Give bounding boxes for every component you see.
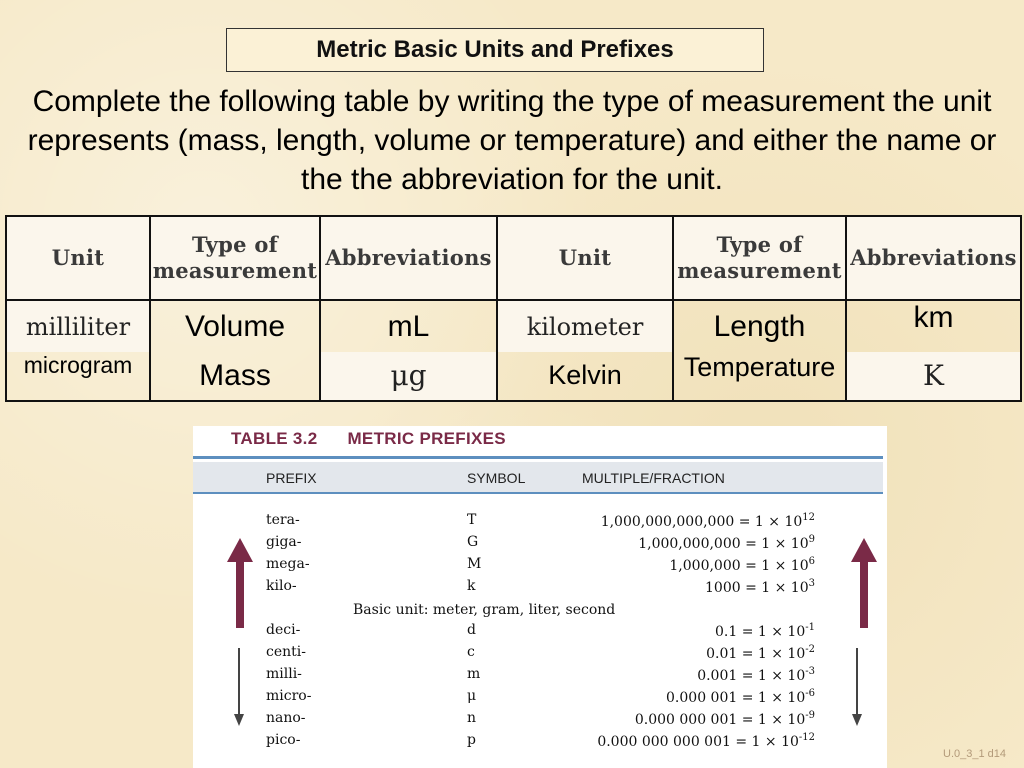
prefix-exponent: -9	[805, 710, 815, 721]
prefix-row	[193, 686, 883, 709]
prefix-name: centi-	[266, 644, 306, 660]
prefix-name: kilo-	[266, 578, 297, 594]
prefix-value-base: 0.1 = 1 × 10	[715, 624, 806, 640]
up-arrow-icon	[225, 538, 255, 628]
table-row	[6, 352, 1021, 401]
prefix-value	[635, 710, 815, 728]
prefix-exponent: -12	[798, 732, 815, 743]
prefix-value-base: 1,000,000,000 = 1 × 10	[638, 536, 809, 552]
column-header-multiple: MULTIPLE/FRACTION	[582, 470, 725, 486]
column-header-prefix: PREFIX	[266, 470, 317, 486]
divider	[193, 492, 883, 494]
header-cell: Unit	[6, 216, 150, 300]
prefix-name: mega-	[266, 556, 310, 572]
prefix-symbol: c	[467, 644, 475, 660]
metric-prefixes-table	[193, 426, 887, 768]
prefix-row	[193, 510, 883, 533]
abbreviation-cell: km	[846, 300, 1021, 351]
prefix-value	[666, 688, 815, 706]
prefix-name: pico-	[266, 732, 301, 748]
abbreviation-cell: μg	[320, 352, 497, 401]
abbreviation-cell: mL	[320, 300, 497, 351]
down-arrow-icon	[849, 648, 865, 726]
prefix-name: milli-	[266, 666, 302, 682]
prefix-name: deci-	[266, 622, 301, 638]
prefix-symbol: M	[467, 556, 482, 572]
header-cell: Abbreviations	[320, 216, 497, 300]
slide-footer: U.0_3_1 d14	[943, 748, 1006, 760]
prefix-exponent: -1	[805, 622, 815, 633]
header-cell: Type of measurement	[673, 216, 846, 300]
measurement-cell: Mass	[150, 352, 320, 401]
unit-cell: Kelvin	[497, 352, 673, 401]
unit-cell: kilometer	[497, 300, 673, 351]
prefix-name: giga-	[266, 534, 302, 550]
prefix-symbol: m	[467, 666, 481, 682]
prefix-value-base: 0.000 001 = 1 × 10	[666, 690, 806, 706]
prefix-row	[193, 620, 883, 643]
prefix-value-base: 0.000 000 001 = 1 × 10	[634, 712, 806, 728]
measurement-cell: Volume	[150, 300, 320, 351]
divider	[193, 456, 883, 459]
prefix-name: nano-	[266, 710, 306, 726]
prefix-row	[193, 664, 883, 687]
measurement-cell: Length	[673, 300, 846, 351]
prefix-table-label: TABLE 3.2	[231, 429, 318, 448]
prefix-symbol: T	[467, 512, 477, 528]
prefix-row	[193, 532, 883, 555]
down-arrow-icon	[231, 648, 247, 726]
abbreviation-cell: K	[846, 352, 1021, 401]
header-cell: Abbreviations	[846, 216, 1021, 300]
units-table	[5, 215, 1022, 402]
prefix-value	[697, 666, 815, 684]
prefix-value-base: 0.000 000 000 001 = 1 × 10	[597, 734, 799, 750]
prefix-value-base: 1,000,000 = 1 × 10	[669, 558, 809, 574]
prefix-symbol: d	[467, 622, 476, 638]
prefix-exponent: -2	[805, 644, 815, 655]
unit-cell: microgram	[6, 352, 150, 401]
prefix-value	[715, 622, 815, 640]
prefix-row	[193, 576, 883, 599]
prefix-exponent: 9	[808, 534, 815, 545]
measurement-cell: Temperature	[673, 352, 846, 401]
prefix-table-name: METRIC PREFIXES	[347, 429, 506, 448]
slide-title: Metric Basic Units and Prefixes	[226, 28, 764, 72]
prefix-value-base: 0.01 = 1 × 10	[706, 646, 806, 662]
prefix-exponent: -6	[805, 688, 815, 699]
prefix-symbol: G	[467, 534, 479, 550]
header-cell: Unit	[497, 216, 673, 300]
unit-cell: milliliter	[6, 300, 150, 351]
prefix-value	[638, 534, 815, 552]
prefix-value	[706, 644, 815, 662]
prefix-value	[597, 732, 815, 750]
up-arrow-icon	[849, 538, 879, 628]
prefix-row	[193, 730, 883, 753]
prefix-row	[193, 708, 883, 731]
prefix-value-base: 1000 = 1 × 10	[705, 580, 809, 596]
prefix-row	[193, 642, 883, 665]
prefix-value-base: 1,000,000,000,000 = 1 × 10	[600, 514, 803, 530]
table-row	[6, 300, 1021, 351]
prefix-row	[193, 554, 883, 577]
prefix-value	[669, 556, 815, 574]
basic-unit-note: Basic unit: meter, gram, liter, second	[353, 602, 616, 618]
units-table-header	[6, 216, 1021, 300]
header-cell: Type of measurement	[150, 216, 320, 300]
prefix-exponent: -3	[805, 666, 815, 677]
prefix-table-title	[231, 429, 506, 449]
prefix-exponent: 6	[808, 556, 815, 567]
prefix-name: micro-	[266, 688, 312, 704]
prefix-symbol: k	[467, 578, 476, 594]
column-header-symbol: SYMBOL	[467, 470, 526, 486]
prefix-symbol: μ	[467, 688, 477, 704]
prefix-value	[705, 578, 815, 596]
prefix-symbol: p	[467, 732, 476, 748]
instructions-text: Complete the following table by writing the type of measurement the unit represents (mass, length, volume or temperature) and either the name or the the abbreviation for the unit.	[27, 85, 997, 196]
prefix-table-header	[193, 462, 883, 492]
prefix-value	[601, 512, 815, 530]
prefix-exponent: 12	[802, 512, 815, 523]
prefix-exponent: 3	[808, 578, 815, 589]
prefix-symbol: n	[467, 710, 477, 726]
prefix-value-base: 0.001 = 1 × 10	[697, 668, 806, 684]
prefix-name: tera-	[266, 512, 300, 528]
